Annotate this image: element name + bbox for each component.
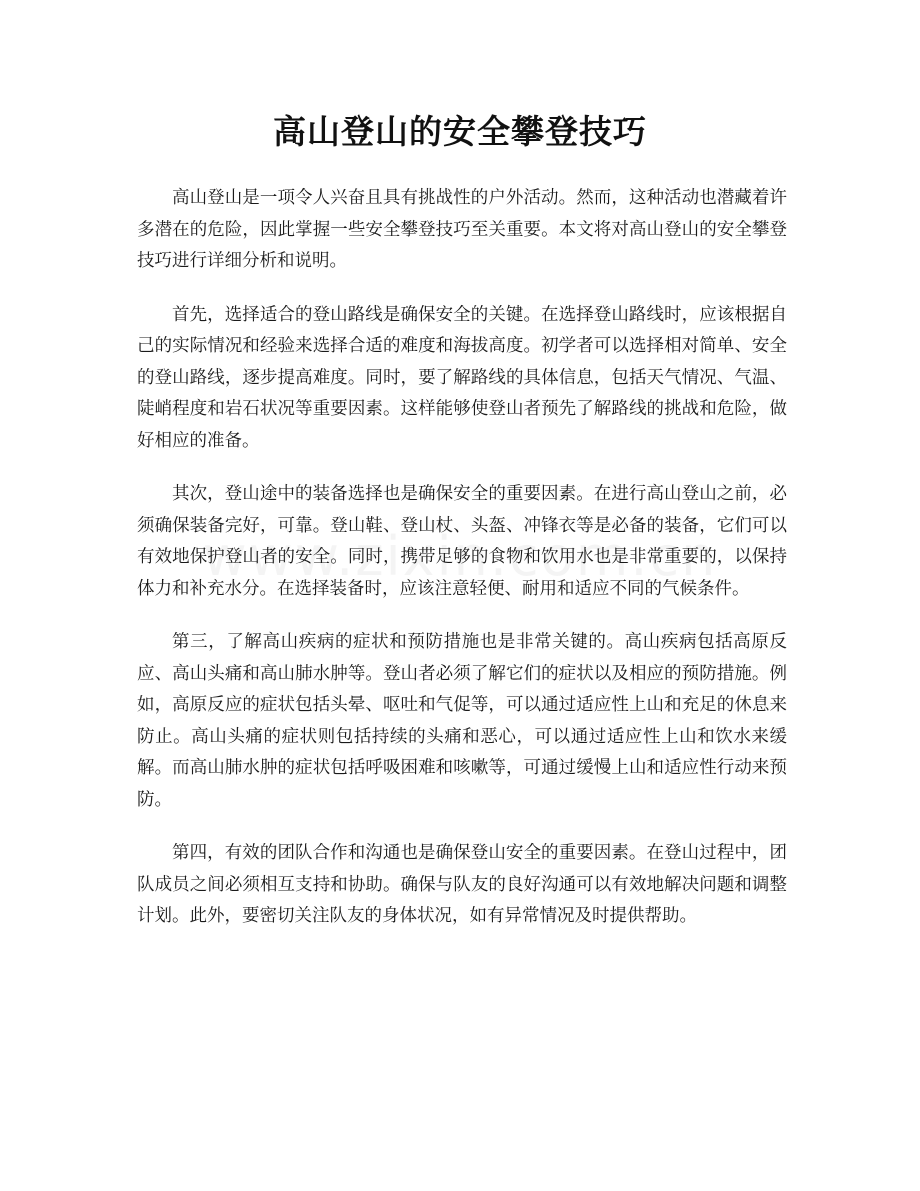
paragraph-route-selection: 首先，选择适合的登山路线是确保安全的关键。在选择登山路线时，应该根据自己的实际情况和经验来选择合适的难度和海拔高度。初学者可以选择相对简单、安全的登山路线，逐步提高难度。同时，要了解路线的具体信息，包括天气情况、气温、陡峭程度和岩石状况等重要因素。这样能够使登山者预先了解路线的挑战和危险，做好相应的准备。 — [137, 304, 787, 451]
paragraph-altitude-sickness: 第三，了解高山疾病的症状和预防措施也是非常关键的。高山疾病包括高原反应、高山头痛和高山肺水肿等。登山者必须了解它们的症状以及相应的预防措施。例如，高原反应的症状包括头晕、呕吐和气促等，可以通过适应性上山和充足的休息来防止。高山头痛的症状则包括持续的头痛和恶心，可以通过适应性上山和饮水来缓解。而高山肺水肿的症状包括呼吸困难和咳嗽等，可通过缓慢上山和适应性行动来预防。 — [137, 632, 787, 810]
paragraph-teamwork: 第四，有效的团队合作和沟通也是确保登山安全的重要因素。在登山过程中，团队成员之间必须相互支持和协助。确保与队友的良好沟通可以有效地解决问题和调整计划。此外，要密切关注队友的身体状况，如有异常情况及时提供帮助。 — [137, 843, 787, 926]
document-title: 高山登山的安全攀登技巧 — [273, 112, 647, 151]
document-body — [137, 183, 787, 955]
paragraph-equipment: 其次，登山途中的装备选择也是确保安全的重要因素。在进行高山登山之前，必须确保装备完好，可靠。登山鞋、登山杖、头盔、冲锋衣等是必备的装备，它们可以有效地保护登山者的安全。同时，携带足够的食物和饮用水也是非常重要的，以保持体力和补充水分。在选择装备时，应该注意轻便、耐用和适应不同的气候条件。 — [137, 484, 787, 599]
paragraph-intro: 高山登山是一项令人兴奋且具有挑战性的户外活动。然而，这种活动也潜藏着许多潜在的危险，因此掌握一些安全攀登技巧至关重要。本文将对高山登山的安全攀登技巧进行详细分析和说明。 — [137, 188, 787, 271]
